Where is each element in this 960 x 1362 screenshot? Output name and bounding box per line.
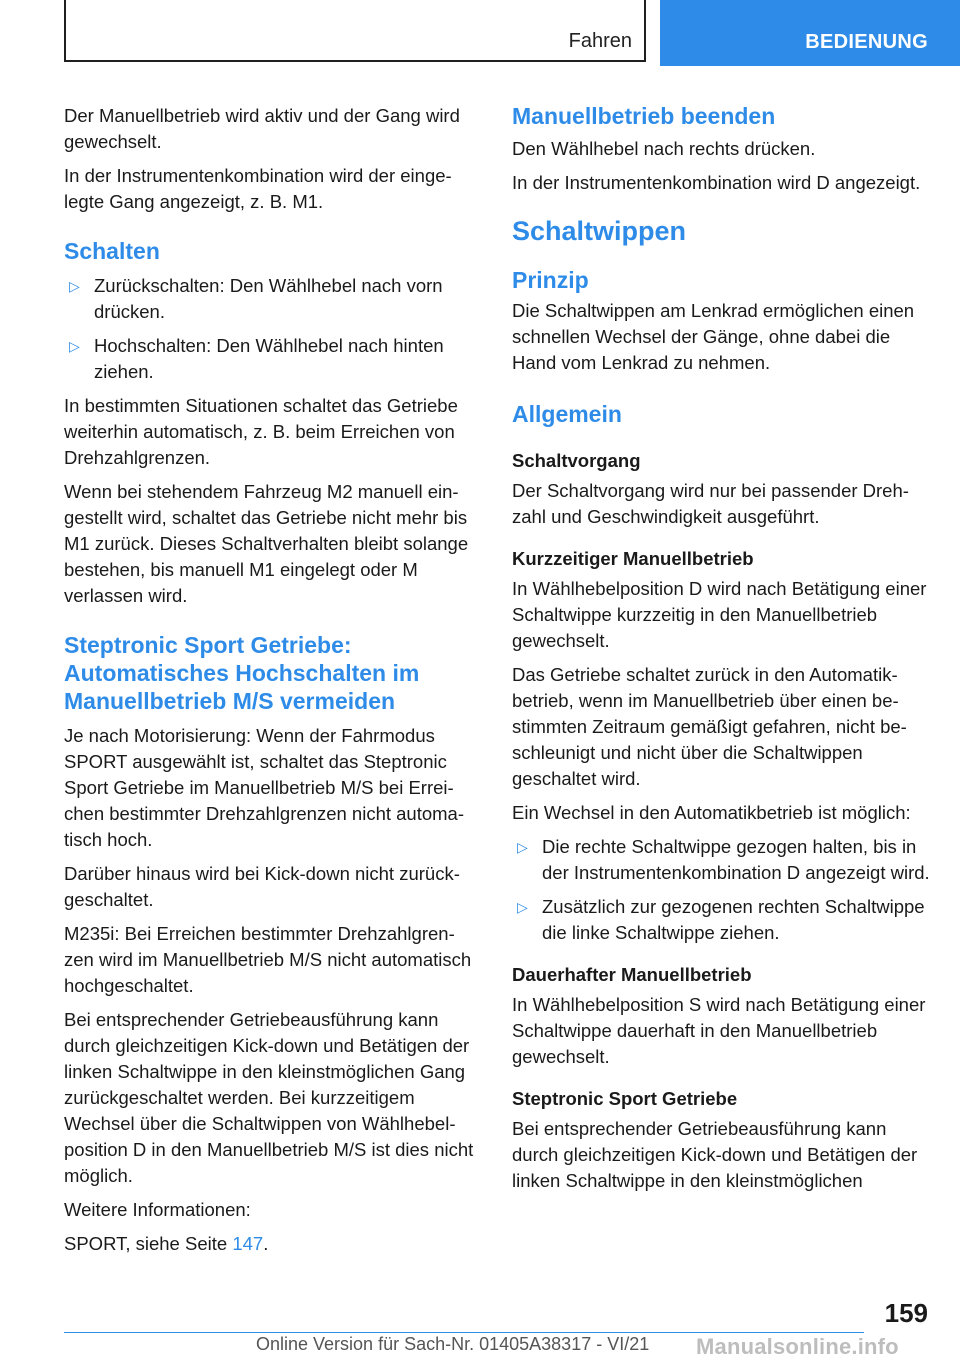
paragraph: Ein Wechsel in den Automatikbetrieb ist möglich: — [512, 802, 911, 823]
paragraph: Je nach Motorisierung: Wenn der Fahrmodus SPORT ausgewählt ist, schaltet das Steptronic Sport Getriebe im Manuellbetrieb M/S bei Erreichen bestimmter Drehzahlgrenzen nicht automatisch hoch. — [64, 725, 465, 850]
paragraph: Bei entsprechender Getriebeausführung kann durch gleichzeitigen Kick-down und Betätigen der linken Schaltwippe in den kleinstmöglichen — [512, 1118, 918, 1191]
list-item — [512, 834, 934, 886]
paragraph: In Wählhebelposition S wird nach Betätigung einer Schaltwippe dauerhaft in den Manuellbetrieb gewechselt. — [512, 994, 926, 1067]
subheading-kurzzeitiger-manuellbetrieb: Kurzzeitiger Manuellbetrieb — [512, 548, 754, 569]
list-item-text: Die rechte Schaltwippe gezogen halten, bis in der Instrumentenkombination D angezeigt wird. — [542, 836, 930, 883]
cross-reference-suffix: . — [263, 1233, 269, 1254]
paragraph: Den Wählhebel nach rechts drücken. — [512, 138, 816, 159]
paragraph: In der Instrumentenkombination wird der eingelegte Gang angezeigt, z. B. M1. — [64, 165, 452, 212]
list-item — [64, 333, 478, 385]
cross-reference — [64, 1231, 478, 1257]
paragraph: Der Manuellbetrieb wird aktiv und der Gang wird gewechselt. — [64, 105, 460, 152]
paragraph: M235i: Bei Erreichen bestimmter Drehzahlgrenzen wird im Manuellbetrieb M/S nicht automatisch hochgeschaltet. — [64, 923, 472, 996]
chapter-tab-bedienung[interactable]: BEDIENUNG — [660, 0, 960, 66]
paragraph: Wenn bei stehendem Fahrzeug M2 manuell eingestellt wird, schaltet das Getriebe nicht mehr bis M1 zurück. Dieses Schaltverhalten bleibt solange bestehen, bis manuell M1 eingelegt oder M verlassen wird. — [64, 481, 469, 606]
heading-steptronic-sport: Steptronic Sport Getriebe: Automatisches Hochschalten im Manuellbetrieb M/S vermeiden — [64, 632, 420, 714]
subheading-dauerhafter-manuellbetrieb: Dauerhafter Manuellbetrieb — [512, 964, 752, 985]
paragraph: In der Instrumentenkombination wird D angezeigt. — [512, 172, 921, 193]
subheading-steptronic-sport-getriebe: Steptronic Sport Getriebe — [512, 1088, 738, 1109]
list-item — [64, 273, 478, 325]
automatic-mode-list — [512, 834, 934, 946]
list-item-text: Zusätzlich zur gezogenen rechten Schaltwippe die linke Schaltwippe ziehen. — [542, 896, 925, 943]
section-tab-fahren[interactable]: Fahren — [64, 0, 646, 62]
left-column — [64, 103, 478, 1265]
paragraph: In bestimmten Situationen schaltet das Getriebe weiterhin automatisch, z. B. beim Erreichen von Drehzahlgrenzen. — [64, 395, 458, 468]
watermark: Manualsonline.info — [696, 1334, 899, 1359]
page-header — [0, 0, 960, 66]
right-column — [512, 102, 934, 1202]
paragraph: Darüber hinaus wird bei Kick-down nicht zurückgeschaltet. — [64, 863, 460, 910]
paragraph: In Wählhebelposition D wird nach Betätigung einer Schaltwippe kurzzeitig in den Manuellbetrieb gewechselt. — [512, 578, 927, 651]
paragraph: Das Getriebe schaltet zurück in den Automatikbetrieb, wenn im Manuellbetrieb über einen bestimmten Zeitraum gemäßigt gefahren, nicht beschleunigt und nicht über die Schaltwippen geschaltet wird. — [512, 664, 907, 789]
heading-prinzip: Prinzip — [512, 267, 589, 293]
cross-reference-text: SPORT, siehe Seite — [64, 1233, 233, 1254]
paragraph: Der Schaltvorgang wird nur bei passender Drehzahl und Geschwindigkeit ausgeführt. — [512, 480, 909, 527]
list-item-text: Hochschalten: Den Wählhebel nach hinten ziehen. — [94, 335, 444, 382]
paragraph: Bei entsprechender Getriebeausführung kann durch gleichzeitigen Kick-down und Betätigen der linken Schaltwippe in den kleinstmöglichen Gang zurückgeschaltet werden. Bei kurzzeitigem Wechsel über die Schaltwippen von Wählhebelposition D in den Manuellbetrieb M/S ist dies nicht möglich. — [64, 1009, 474, 1186]
heading-manuellbetrieb-beenden: Manuellbetrieb beenden — [512, 103, 776, 129]
page-link-147[interactable]: 147 — [232, 1233, 264, 1254]
footer-divider — [64, 1332, 864, 1333]
heading-schalten: Schalten — [64, 238, 160, 264]
heading-allgemein: Allgemein — [512, 401, 622, 427]
page-number: 159 — [884, 1298, 928, 1328]
heading-schaltwippen: Schaltwippen — [512, 216, 687, 246]
list-item-text: Zurückschalten: Den Wählhebel nach vorn drücken. — [94, 275, 443, 322]
footer-version-text: Online Version für Sach-Nr. 01405A38317 - VI/21 — [256, 1334, 650, 1354]
triangle-bullet-icon: ▷ — [69, 338, 80, 354]
triangle-bullet-icon: ▷ — [517, 839, 528, 855]
triangle-bullet-icon: ▷ — [69, 278, 80, 294]
paragraph: Die Schaltwippen am Lenkrad ermöglichen einen schnellen Wechsel der Gänge, ohne dabei die Hand vom Lenkrad zu nehmen. — [512, 300, 915, 373]
shift-list — [64, 273, 478, 385]
list-item — [512, 894, 934, 946]
subheading-schaltvorgang: Schaltvorgang — [512, 450, 641, 471]
triangle-bullet-icon: ▷ — [517, 899, 528, 915]
paragraph: Weitere Informationen: — [64, 1199, 251, 1220]
